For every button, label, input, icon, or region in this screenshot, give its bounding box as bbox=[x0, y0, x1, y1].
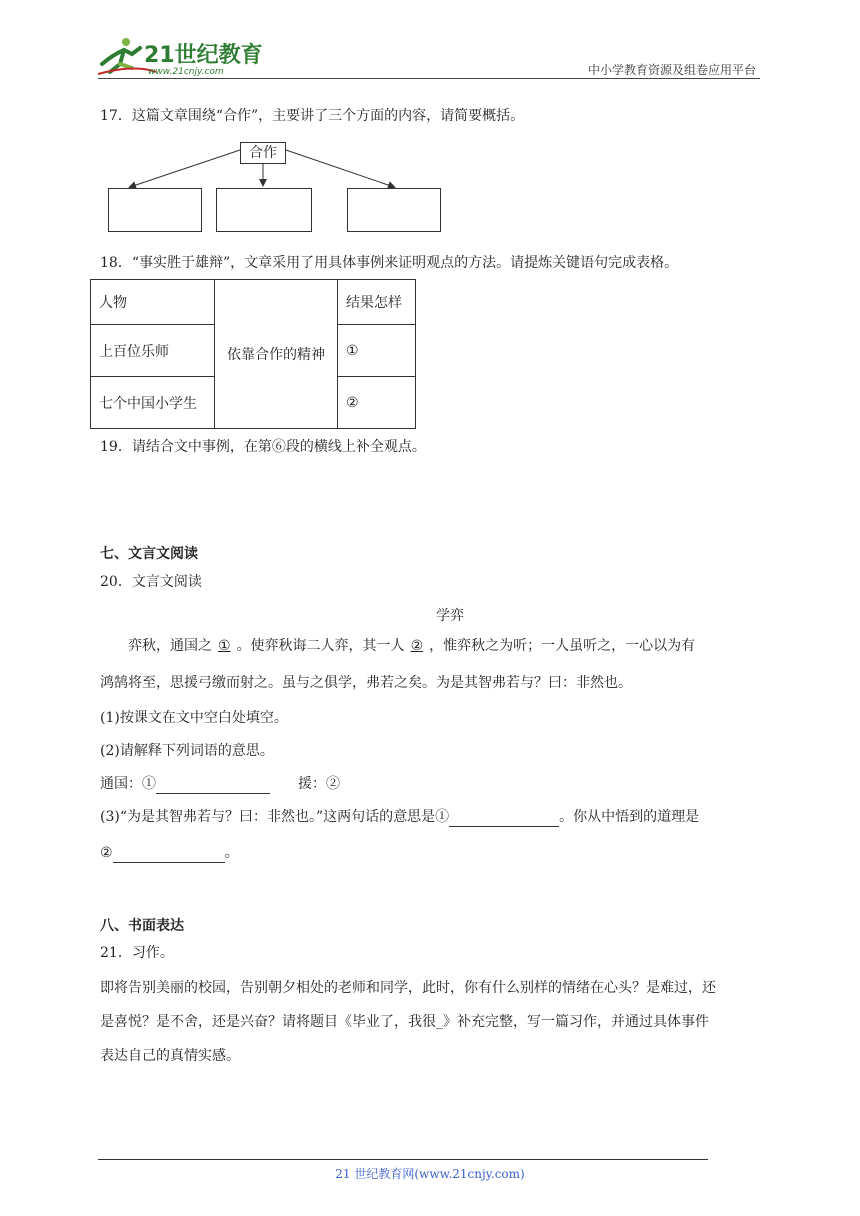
q21-text: 21．习作。 bbox=[100, 945, 174, 961]
q20-text: 20．文言文阅读 bbox=[100, 574, 202, 590]
logo-url: www.21cnjy.com bbox=[148, 67, 224, 77]
answer-box-2[interactable] bbox=[216, 188, 312, 232]
blank-tongguo[interactable] bbox=[156, 777, 270, 794]
essay-prompt-line-1: 即将告别美丽的校园，告别朝夕相处的老师和同学，此时，你有什么别样的情绪在心头？是难过，还 bbox=[100, 980, 716, 996]
footer-divider bbox=[98, 1159, 708, 1160]
blank-lesson[interactable] bbox=[113, 846, 225, 863]
sub-question-2-blanks: 通国：① 援：② bbox=[100, 776, 340, 792]
cell-students: 七个中国小学生 bbox=[91, 377, 215, 429]
logo-text: 21世纪教育 bbox=[144, 43, 263, 68]
cell-header-result: 结果怎样 bbox=[338, 280, 416, 325]
q18-text: 18．“事实胜于雄辩”，文章采用了用具体事例来证明观点的方法。请提炼关键语句完成表格。 bbox=[100, 255, 679, 271]
passage-title: 学弈 bbox=[436, 608, 464, 624]
logo bbox=[96, 34, 266, 78]
essay-prompt-line-3: 表达自己的真情实感。 bbox=[100, 1048, 240, 1064]
blank-1[interactable]: ① bbox=[218, 638, 231, 654]
cell-answer-1[interactable]: ① bbox=[338, 325, 416, 377]
sub-question-3-cont: ② 。 bbox=[100, 845, 239, 861]
cell-cooperation: 依靠合作的精神 bbox=[215, 280, 338, 429]
section7-title: 七、文言文阅读 bbox=[100, 546, 198, 562]
platform-name: 中小学教育资源及组卷应用平台 bbox=[587, 63, 756, 77]
answer-box-3[interactable] bbox=[347, 188, 441, 232]
section8-title: 八、书面表达 bbox=[100, 918, 184, 934]
sub-question-1: (1)按课文在文中空白处填空。 bbox=[100, 710, 288, 726]
sub-question-2: (2)请解释下列词语的意思。 bbox=[100, 743, 274, 759]
cell-header-person: 人物 bbox=[91, 280, 215, 325]
essay-prompt-line-2: 是喜悦？是不舍，还是兴奋？请将题目《毕业了，我很_》补充完整，写一篇习作，并通过具体事件 bbox=[100, 1014, 709, 1030]
q17-text: 17．这篇文章围绕“合作”，主要讲了三个方面的内容，请简要概括。 bbox=[100, 108, 525, 124]
q18-table bbox=[90, 279, 416, 429]
q19-text: 19．请结合文中事例，在第⑥段的横线上补全观点。 bbox=[100, 439, 426, 455]
passage-line-1: 弈秋，通国之 ① 。使弈秋诲二人弈，其一人 ② ，惟弈秋之为听；一人虽听之，一心以为有 bbox=[128, 638, 696, 654]
blank-meaning[interactable] bbox=[449, 810, 559, 827]
footer-link[interactable]: 21 世纪教育网(www.21cnjy.com) bbox=[335, 1167, 525, 1181]
header-divider bbox=[98, 78, 760, 79]
center-box: 合作 bbox=[240, 142, 286, 164]
cell-musicians: 上百位乐师 bbox=[91, 325, 215, 377]
cell-answer-2[interactable]: ② bbox=[338, 377, 416, 429]
passage-line-2: 鸿鹄将至，思援弓缴而射之。虽与之俱学，弗若之矣。为是其智弗若与？曰：非然也。 bbox=[100, 675, 632, 691]
q17-diagram bbox=[100, 138, 460, 238]
sub-question-3: (3)“为是其智弗若与？曰：非然也。”这两句话的意思是① 。你从中悟到的道理是 bbox=[100, 809, 700, 825]
blank-2[interactable]: ② bbox=[410, 638, 424, 654]
answer-box-1[interactable] bbox=[108, 188, 202, 232]
